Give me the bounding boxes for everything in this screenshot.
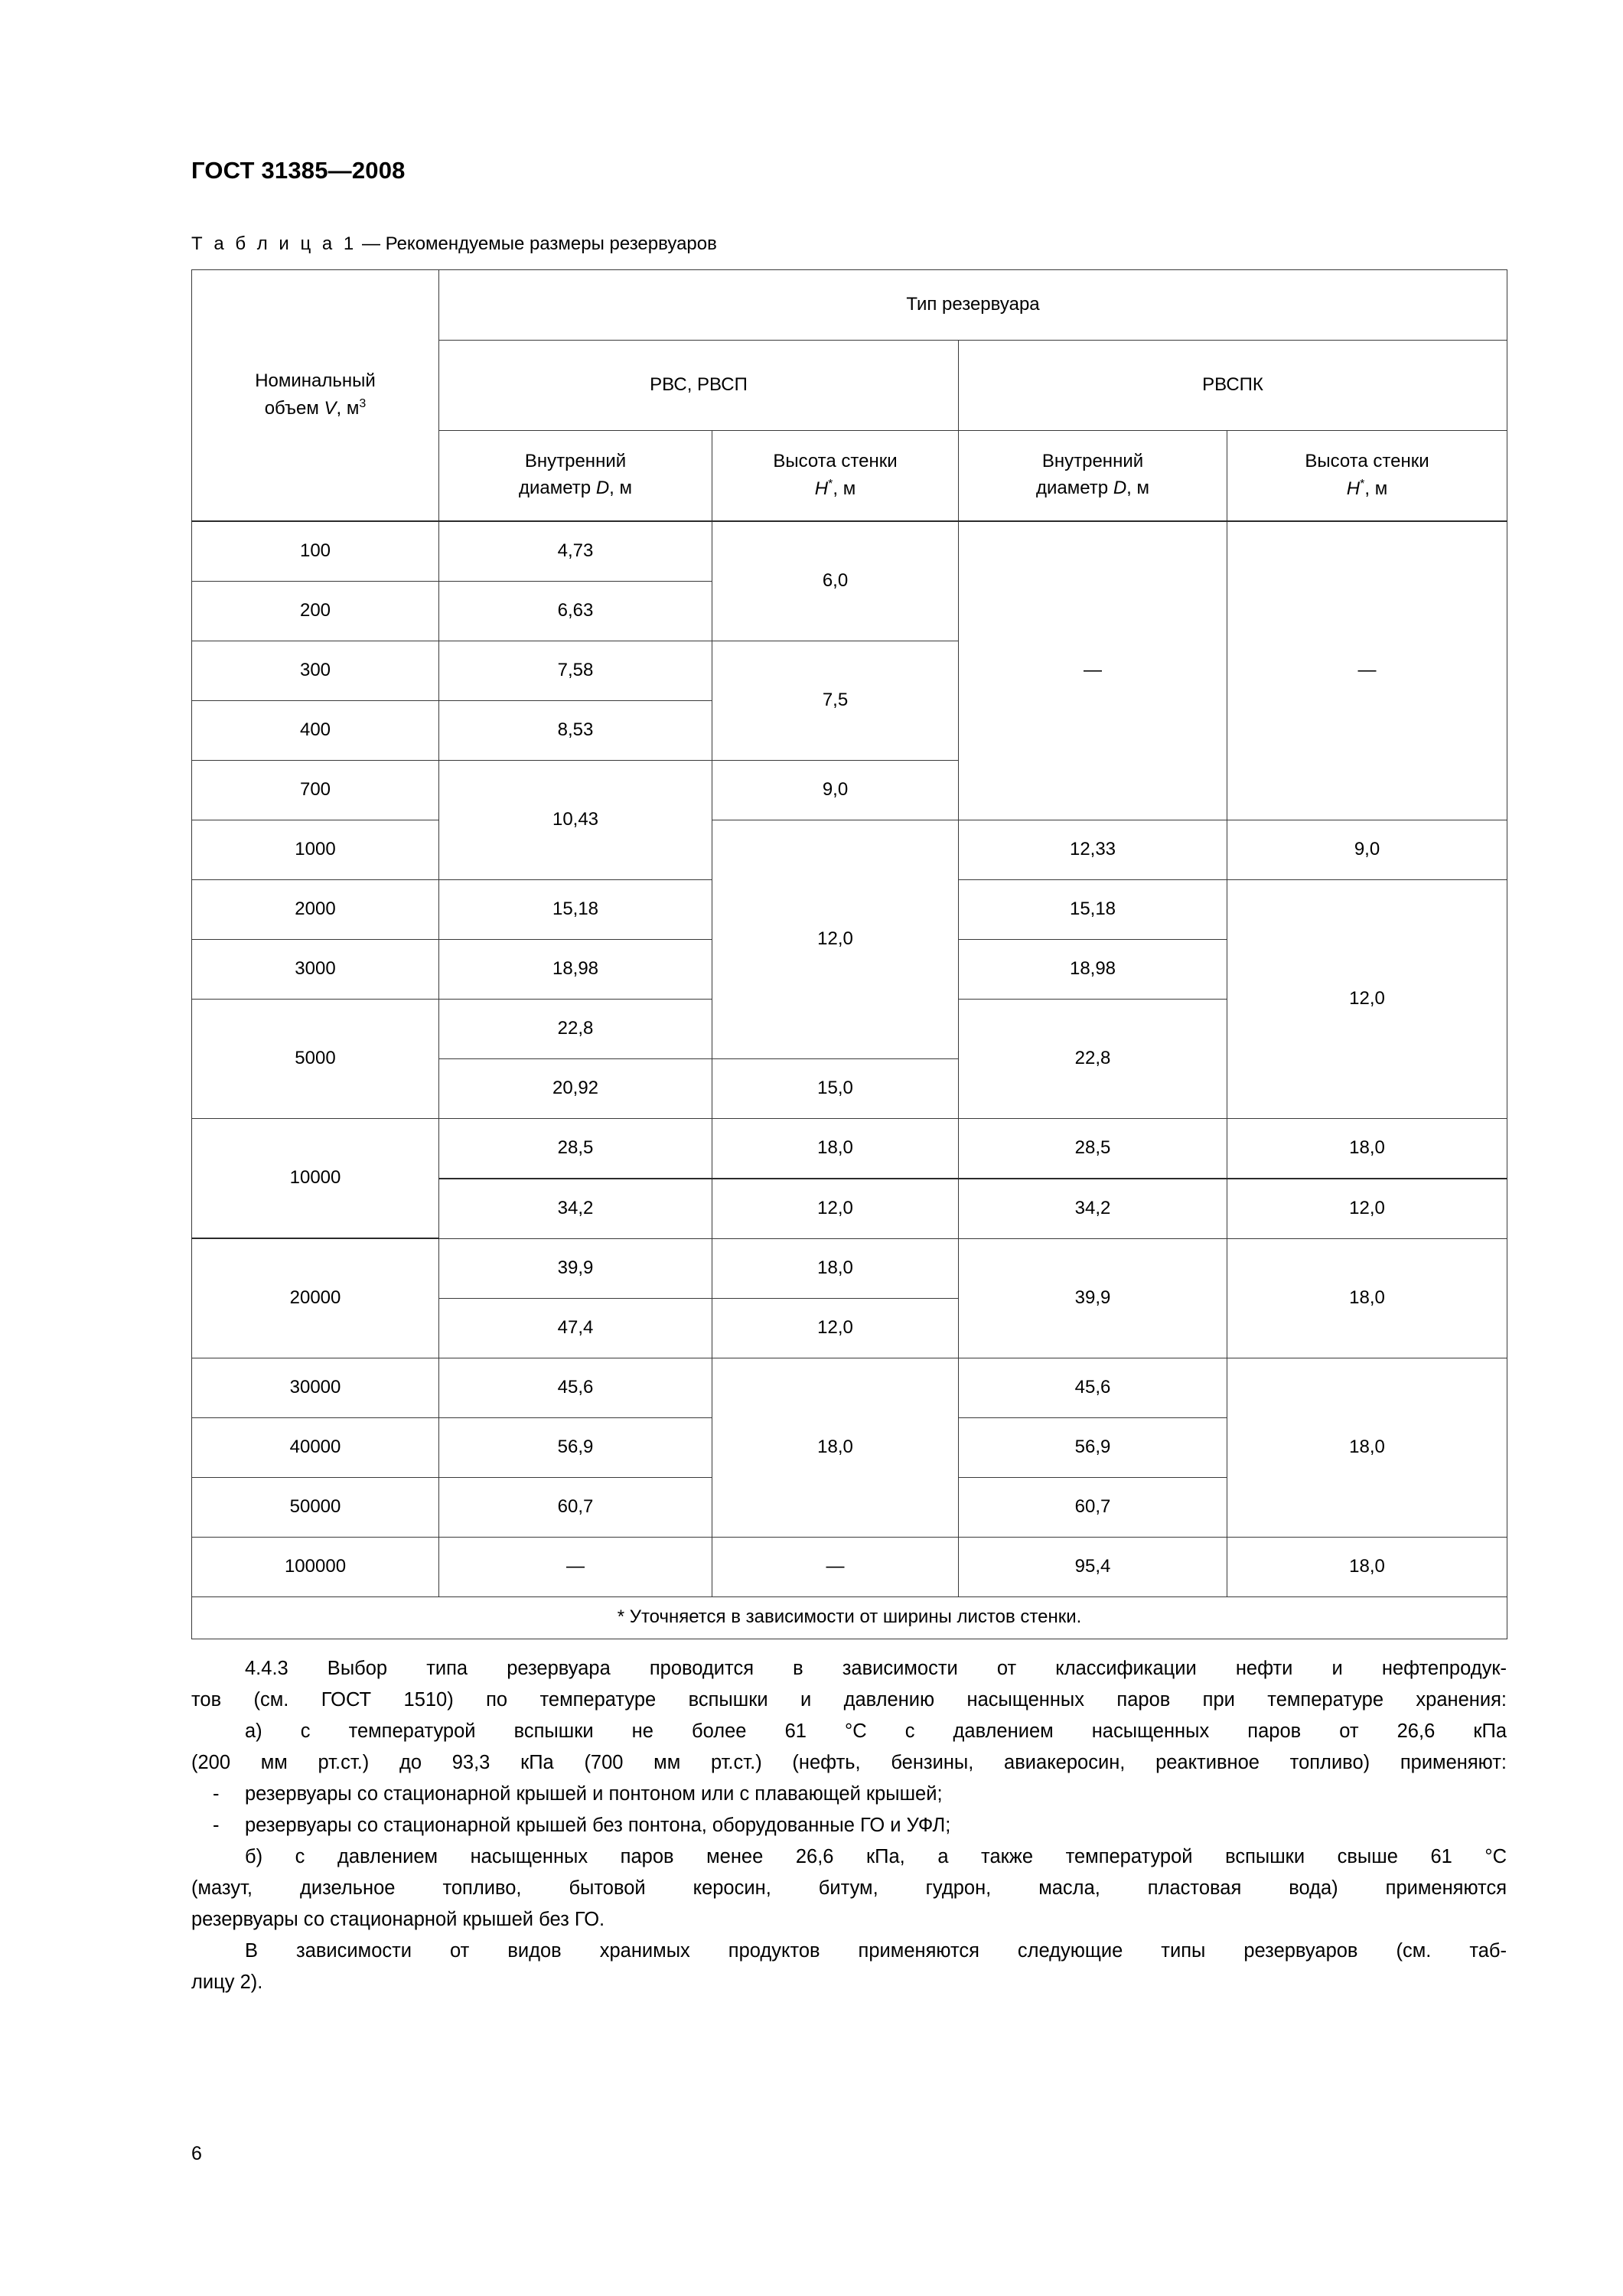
cell-d-rvs: 34,2 <box>439 1179 712 1239</box>
cell-h-rvspk-merged: 18,0 <box>1227 1238 1507 1358</box>
cell-h-rvspk: 12,0 <box>1227 1179 1507 1239</box>
cell-volume: 200 <box>192 581 439 641</box>
para-c-line1: В зависимости от видов хранимых продуктов применяются следующие типы резервуаров (см. таб- <box>245 1940 1507 1962</box>
id-rvs-l1: Внутренний <box>524 451 627 472</box>
cell-h-rvs-merged: 7,5 <box>712 641 959 760</box>
cell-h-rvs-merged: 6,0 <box>712 521 959 641</box>
list-item <box>191 1810 1507 1841</box>
para-a-line1: а) с температурой вспышки не более 61 °С с давлением насыщенных паров от 26,6 кПа <box>245 1720 1507 1742</box>
cell-d-rvs: 56,9 <box>439 1417 712 1477</box>
list-item-text: резервуары со стационарной крышей и понтоном или с плавающей крышей; <box>245 1783 943 1805</box>
cell-d-rvspk: 18,98 <box>959 939 1227 999</box>
table-row <box>192 820 1507 879</box>
list-item-text: резервуары со стационарной крышей без понтона, оборудованные ГО и УФЛ; <box>245 1815 951 1836</box>
cell-h-rvspk-dash: — <box>1227 521 1507 820</box>
cell-volume: 700 <box>192 760 439 820</box>
cell-volume: 400 <box>192 700 439 760</box>
cell-volume: 100 <box>192 521 439 582</box>
cell-d-rvs: 15,18 <box>439 879 712 939</box>
table-caption-label: Т а б л и ц а 1 <box>191 233 357 254</box>
cell-h-rvs: 15,0 <box>712 1058 959 1118</box>
header-tank-type: Тип резервуара <box>439 270 1507 341</box>
cell-d-rvs: 47,4 <box>439 1298 712 1358</box>
nv-prefix: объем <box>264 397 324 419</box>
cell-d-rvs: 18,98 <box>439 939 712 999</box>
para-c-line2: лицу 2). <box>191 1971 263 1993</box>
table-caption <box>191 233 717 255</box>
cell-h-rvs: 12,0 <box>712 1298 959 1358</box>
wh-symbol: H <box>814 478 829 499</box>
standard-header: ГОСТ 31385—2008 <box>191 157 406 184</box>
cell-d-rvs: 39,9 <box>439 1238 712 1298</box>
cell-h-rvs: 18,0 <box>712 1238 959 1298</box>
cell-d-rvspk: 15,18 <box>959 879 1227 939</box>
cell-h-rvs: 18,0 <box>712 1118 959 1179</box>
cell-volume: 20000 <box>192 1238 439 1358</box>
table-footnote-row <box>192 1596 1507 1639</box>
cell-d-rvspk-merged: 39,9 <box>959 1238 1227 1358</box>
cell-h-rvs: — <box>712 1537 959 1596</box>
table-header-row-1 <box>192 270 1507 341</box>
header-inner-diameter-rvspk <box>959 431 1227 521</box>
cell-h-rvs: 9,0 <box>712 760 959 820</box>
id-rvs-l2 <box>439 475 712 502</box>
idpk-prefix: диаметр <box>1035 478 1113 499</box>
cell-h-rvspk-merged: 12,0 <box>1227 879 1507 1118</box>
whpk-symbol: H <box>1346 478 1361 499</box>
cell-d-rvs: 60,7 <box>439 1477 712 1537</box>
cell-d-rvspk: 60,7 <box>959 1477 1227 1537</box>
id-pk-l1: Внутренний <box>1041 451 1144 472</box>
cell-d-rvs: 7,58 <box>439 641 712 700</box>
cell-d-rvspk: 45,6 <box>959 1358 1227 1417</box>
cell-d-rvspk: 12,33 <box>959 820 1227 879</box>
cell-volume: 5000 <box>192 999 439 1118</box>
wh-pk-l2 <box>1227 475 1507 503</box>
cell-d-rvspk-dash: — <box>959 521 1227 820</box>
cell-volume: 50000 <box>192 1477 439 1537</box>
cell-h-rvs: 12,0 <box>712 1179 959 1239</box>
cell-h-rvspk: 18,0 <box>1227 1537 1507 1596</box>
list-item <box>191 1779 1507 1810</box>
table-caption-text: — Рекомендуемые размеры резервуаров <box>361 233 717 254</box>
cell-d-rvspk: 56,9 <box>959 1417 1227 1477</box>
cell-d-rvs: 20,92 <box>439 1058 712 1118</box>
header-group-rvspk: РВСПК <box>959 341 1507 431</box>
cell-h-rvspk: 18,0 <box>1227 1118 1507 1179</box>
cell-d-rvs: 6,63 <box>439 581 712 641</box>
header-wall-height-rvspk <box>1227 431 1507 521</box>
table-footnote: * Уточняется в зависимости от ширины листов стенки. <box>192 1596 1507 1639</box>
table-row <box>192 521 1507 582</box>
cell-volume: 1000 <box>192 820 439 879</box>
whpk-star: * <box>1360 477 1365 491</box>
header-group-rvs: РВС, РВСП <box>439 341 959 431</box>
dash-bullet: - <box>213 1815 220 1836</box>
cell-d-rvspk: 28,5 <box>959 1118 1227 1179</box>
cell-h-rvspk: 9,0 <box>1227 820 1507 879</box>
cell-d-rvs: — <box>439 1537 712 1596</box>
nv-unit: , м <box>336 397 360 419</box>
wh-rvs-l1: Высота стенки <box>773 450 898 471</box>
para-b-line2: (мазут, дизельное топливо, бытовой керосин, битум, гудрон, масла, пластовая вода) применяются <box>191 1877 1507 1899</box>
cell-h-rvs-merged: 12,0 <box>712 820 959 1058</box>
cell-d-rvspk-merged: 22,8 <box>959 999 1227 1118</box>
id-unit: , м <box>609 478 632 499</box>
cell-d-rvs: 4,73 <box>439 521 712 582</box>
cell-d-rvs: 22,8 <box>439 999 712 1058</box>
cell-volume: 3000 <box>192 939 439 999</box>
cell-volume: 100000 <box>192 1537 439 1596</box>
header-wall-height-rvs <box>712 431 959 521</box>
cell-d-rvs: 45,6 <box>439 1358 712 1417</box>
cell-volume: 40000 <box>192 1417 439 1477</box>
para-a-line2: (200 мм рт.ст.) до 93,3 кПа (700 мм рт.ст.) (нефть, бензины, авиакеросин, реактивное топливо) применяют: <box>191 1752 1507 1773</box>
wh-rvs-l2 <box>712 475 958 503</box>
cell-volume: 10000 <box>192 1118 439 1238</box>
para-443-line2: тов (см. ГОСТ 1510) по температуре вспышки и давлению насыщенных паров при температуре хранения: <box>191 1689 1507 1711</box>
para-443-line1: 4.4.3 Выбор типа резервуара проводится в зависимости от классификации нефти и нефтепродук- <box>245 1658 1507 1679</box>
cell-d-rvs-merged: 10,43 <box>439 760 712 879</box>
reservoir-dimensions-table <box>191 269 1507 1639</box>
cell-volume: 30000 <box>192 1358 439 1417</box>
cell-d-rvs: 8,53 <box>439 700 712 760</box>
para-b-line1: б) с давлением насыщенных паров менее 26,6 кПа, а также температурой вспышки свыше 61 °С <box>245 1846 1507 1867</box>
header-inner-diameter-rvs <box>439 431 712 521</box>
header-nominal-volume <box>192 270 439 521</box>
body-content <box>191 1653 1507 1998</box>
para-b-line3: резервуары со стационарной крышей без ГО. <box>191 1909 605 1930</box>
cell-d-rvspk: 95,4 <box>959 1537 1227 1596</box>
table-row <box>192 1118 1507 1179</box>
header-nominal-volume-l1: Номинальный <box>255 370 376 391</box>
idpk-symbol: D <box>1113 478 1127 499</box>
cell-h-rvspk-merged: 18,0 <box>1227 1358 1507 1537</box>
wh-pk-l1: Высота стенки <box>1305 450 1429 471</box>
table-row <box>192 1537 1507 1596</box>
table-row <box>192 1358 1507 1417</box>
cell-d-rvs: 28,5 <box>439 1118 712 1179</box>
header-nominal-volume-l2 <box>192 395 438 422</box>
wh-star: * <box>828 477 833 491</box>
dash-bullet: - <box>213 1783 220 1805</box>
id-pk-l2 <box>959 475 1227 502</box>
cell-volume: 300 <box>192 641 439 700</box>
nv-symbol: V <box>324 397 337 419</box>
id-prefix: диаметр <box>518 478 596 499</box>
id-symbol: D <box>595 478 610 499</box>
page-number: 6 <box>191 2143 202 2164</box>
wh-unit: , м <box>833 478 856 499</box>
cell-volume: 2000 <box>192 879 439 939</box>
cell-h-rvs-merged: 18,0 <box>712 1358 959 1537</box>
table-row <box>192 1238 1507 1298</box>
cell-d-rvspk: 34,2 <box>959 1179 1227 1239</box>
nv-exponent: 3 <box>359 396 367 410</box>
idpk-unit: , м <box>1126 478 1149 499</box>
whpk-unit: , м <box>1364 478 1388 499</box>
